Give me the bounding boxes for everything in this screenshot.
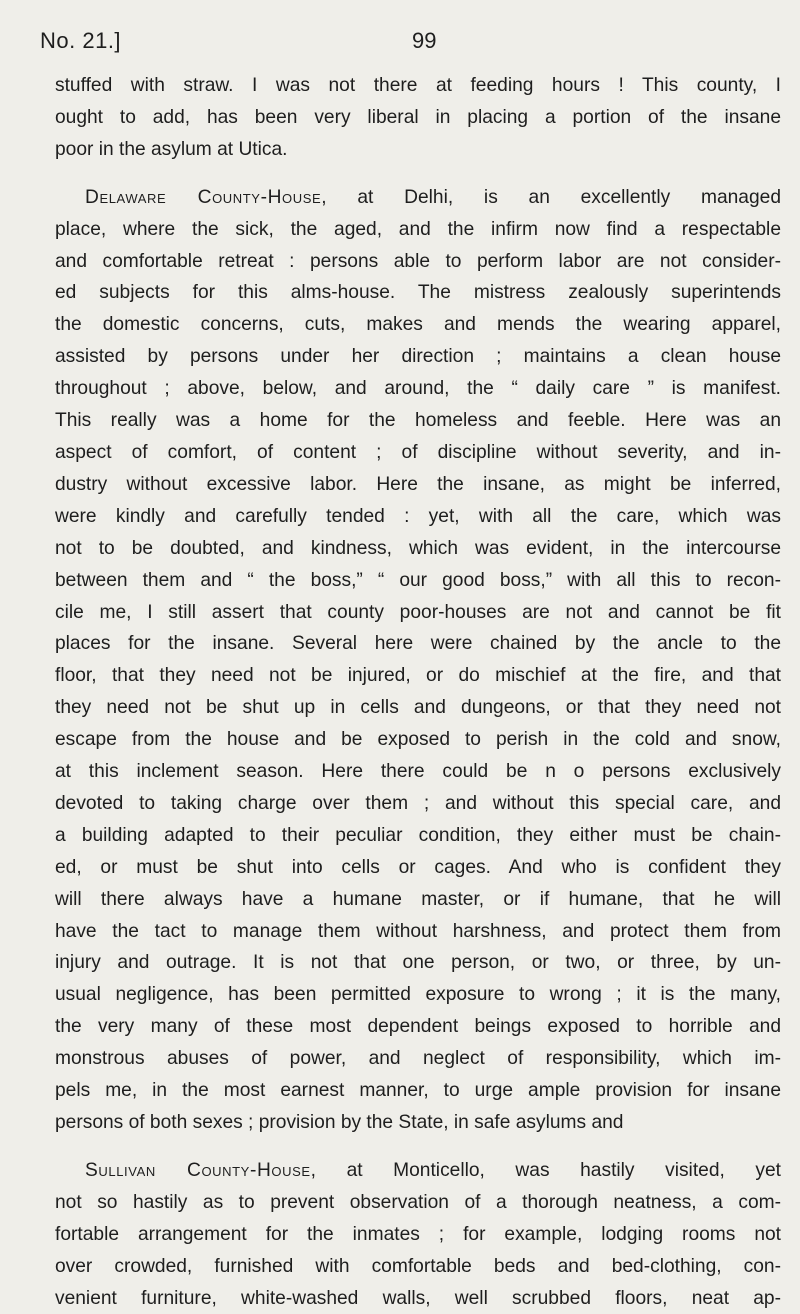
text-line: fortable arrangement for the inmates ; for example, lodging rooms not — [55, 1223, 781, 1245]
text-line: venient furniture, white-washed walls, well scrubbed floors, neat ap- — [55, 1287, 781, 1309]
text-line: places for the insane. Several here were chained by the ancle to the — [55, 633, 781, 655]
text-line: not so hastily as to prevent observation of a thorough neatness, a com- — [55, 1191, 781, 1213]
text-line — [55, 182, 781, 214]
heading-continuation: , at Delhi, is an excellently managed — [321, 186, 781, 208]
text-line: devoted to taking charge over them ; and without this special care, and — [55, 792, 781, 814]
text-line: over crowded, furnished with comfortable beds and bed-clothing, con- — [55, 1255, 781, 1277]
text-line: throughout ; above, below, and around, the “ daily care ” is manifest. — [55, 378, 781, 400]
text-line: persons of both sexes ; provision by the State, in safe asylums and — [55, 1112, 624, 1133]
document-number: No. 21.] — [40, 28, 122, 53]
text-line: assisted by persons under her direction ; maintains a clean house — [55, 346, 781, 368]
text-line: have the tact to manage them without harshness, and protect them from — [55, 920, 781, 942]
text-line: a building adapted to their peculiar condition, they either must be chain- — [55, 824, 781, 846]
paragraph-2 — [55, 182, 781, 1139]
paragraph-3 — [55, 1155, 781, 1314]
text-line: dustry without excessive labor. Here the insane, as might be inferred, — [55, 473, 781, 495]
text-line: pels me, in the most earnest manner, to urge ample provision for insane — [55, 1080, 781, 1102]
paragraph-1 — [55, 70, 781, 166]
text-line: the very many of these most dependent beings exposed to horrible and — [55, 1016, 781, 1038]
text-line: the domestic concerns, cuts, makes and mends the wearing apparel, — [55, 314, 781, 336]
text-line: between them and “ the boss,” “ our good boss,” with all this to recon- — [55, 569, 781, 591]
text-line: aspect of comfort, of content ; of discipline without severity, and in- — [55, 441, 781, 463]
text-line: injury and outrage. It is not that one person, or two, or three, by un- — [55, 952, 781, 974]
paragraph-heading: Sullivan County-House — [85, 1159, 311, 1181]
text-line: monstrous abuses of power, and neglect of responsibility, which im- — [55, 1048, 781, 1070]
page-body — [55, 70, 781, 1314]
text-line: ed subjects for this alms-house. The mistress zealously superintends — [55, 282, 781, 304]
text-line: stuffed with straw. I was not there at feeding hours ! This county, I — [55, 75, 781, 96]
text-line — [55, 1155, 781, 1187]
running-header — [40, 28, 760, 62]
text-line: and comfortable retreat : persons able to perform labor are not consider- — [55, 250, 781, 272]
text-line: floor, that they need not be injured, or do mischief at the fire, and that — [55, 665, 781, 687]
text-line: place, where the sick, the aged, and the infirm now find a respectable — [55, 218, 781, 240]
text-line: This really was a home for the homeless and feeble. Here was an — [55, 410, 781, 432]
text-line: usual negligence, has been permitted exposure to wrong ; it is the many, — [55, 984, 781, 1006]
text-line: cile me, I still assert that county poor-houses are not and cannot be fit — [55, 601, 781, 623]
text-line: poor in the asylum at Utica. — [55, 138, 288, 160]
text-line: they need not be shut up in cells and dungeons, or that they need not — [55, 697, 781, 719]
page-number: 99 — [412, 28, 437, 53]
text-line: ed, or must be shut into cells or cages. And who is confident they — [55, 856, 781, 878]
text-line: were kindly and carefully tended : yet, with all the care, which was — [55, 505, 781, 527]
text-line: will there always have a humane master, or if humane, that he will — [55, 888, 781, 910]
text-line: not to be doubted, and kindness, which was evident, in the intercourse — [55, 537, 781, 559]
text-line: escape from the house and be exposed to perish in the cold and snow, — [55, 729, 781, 751]
paragraph-heading: Delaware County-House — [85, 186, 322, 208]
text-line: ought to add, has been very liberal in placing a portion of the insane — [55, 106, 781, 128]
heading-continuation: , at Monticello, was hastily visited, yet — [310, 1159, 781, 1181]
text-line: at this inclement season. Here there could be n o persons exclusively — [55, 761, 781, 783]
